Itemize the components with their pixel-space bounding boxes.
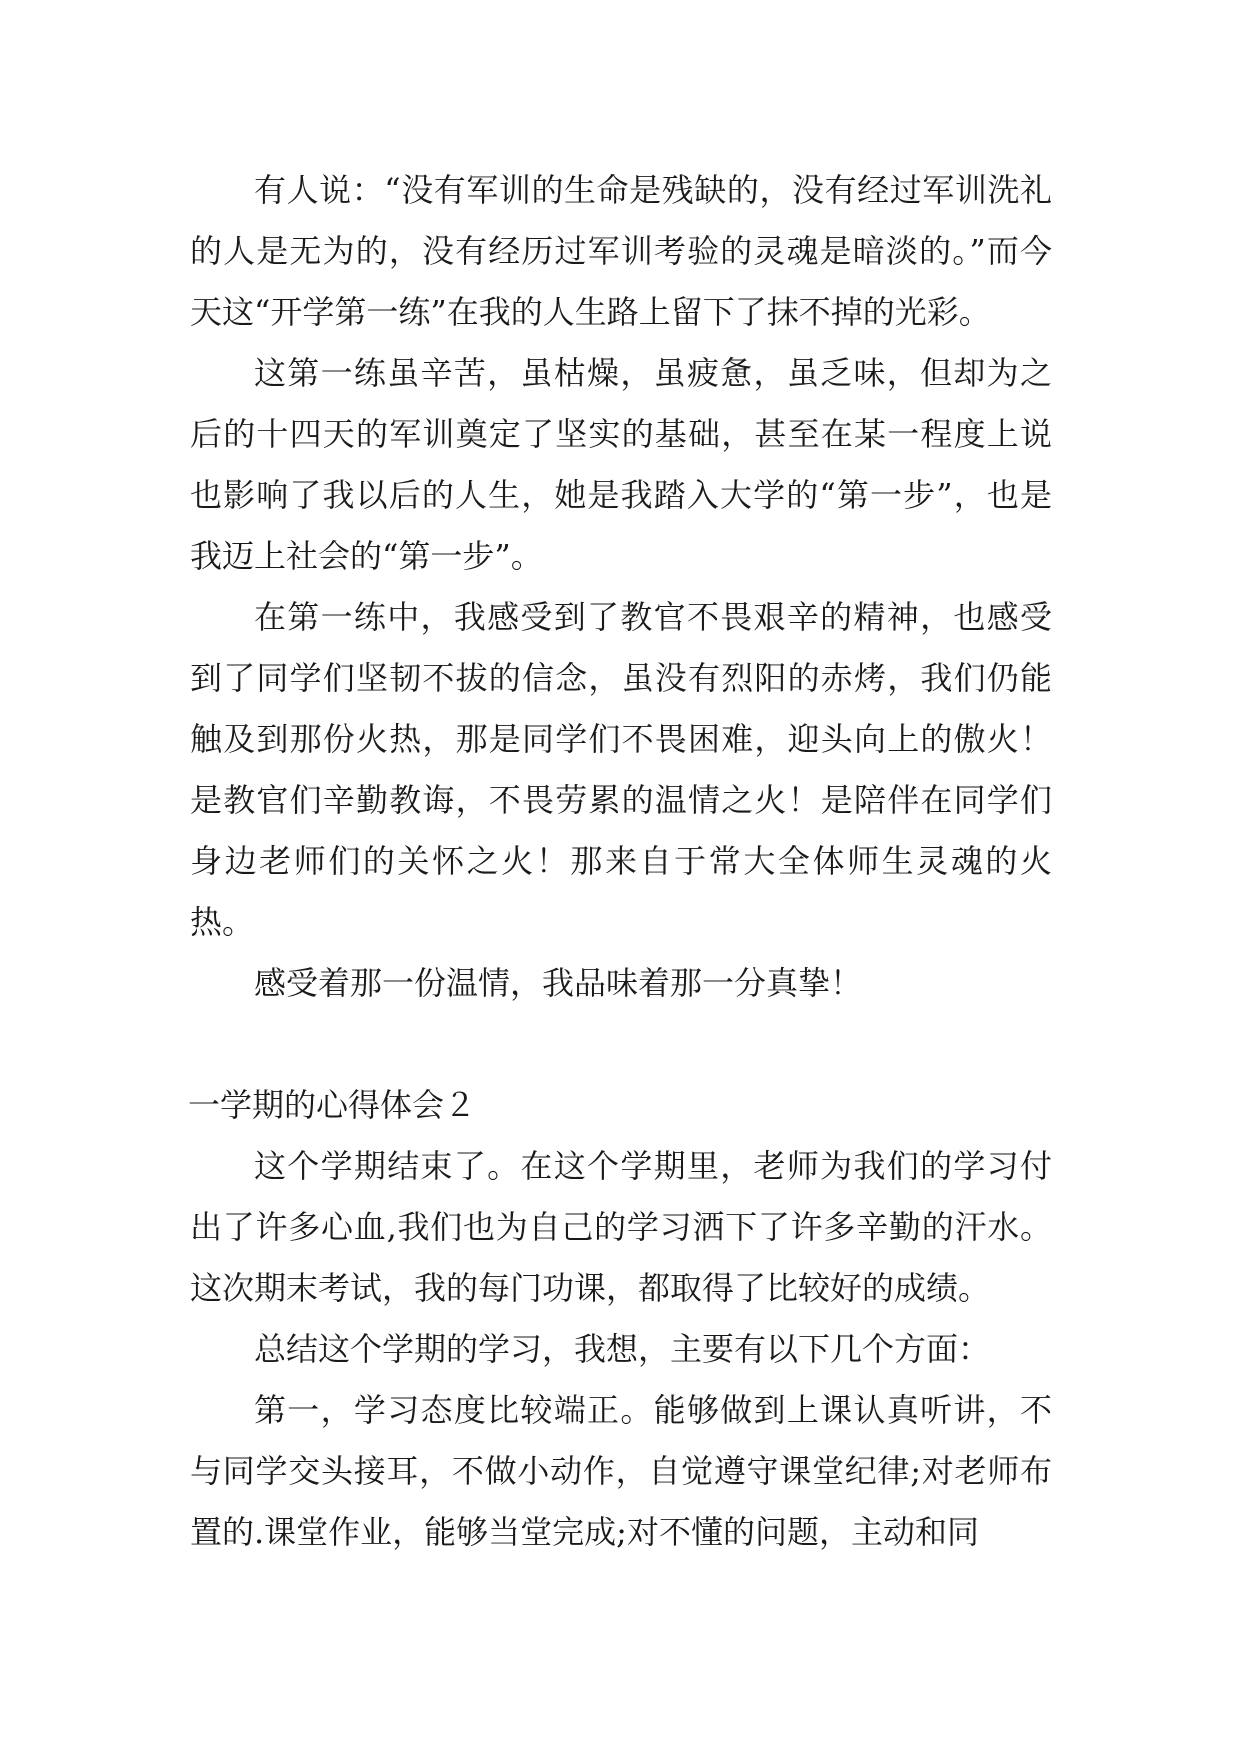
document-body [190,160,1052,1563]
paragraph-military-training-quote: 有人说：“没有军训的生命是残缺的，没有经过军训洗礼的人是无为的，没有经历过军训考验的灵魂是暗淡的。”而今天这“开学第一练”在我的人生路上留下了抹不掉的光彩。 [190,171,1052,331]
paragraph-semester-ended: 这个学期结束了。在这个学期里，老师为我们的学习付出了许多心血,我们也为自己的学习洒下了许多辛勤的汗水。这次期末考试，我的每门功课，都取得了比较好的成绩。 [190,1147,1052,1307]
paragraph-instructors-spirit: 在第一练中，我感受到了教官不畏艰辛的精神，也感受到了同学们坚韧不拔的信念，虽没有烈阳的赤烤，我们仍能触及到那份火热，那是同学们不畏困难，迎头向上的傲火！是教官们辛勤教诲，不畏劳累的温情之火！是陪伴在同学们身边老师们的关怀之火！那来自于常大全体师生灵魂的火热。 [190,598,1052,941]
paragraph-first-training: 这第一练虽辛苦，虽枯燥，虽疲惫，虽乏味，但却为之后的十四天的军训奠定了坚实的基础，甚至在某一程度上说也影响了我以后的人生，她是我踏入大学的“第一步”，也是我迈上社会的“第一步”。 [190,354,1052,575]
paragraph-warmth: 感受着那一份温情，我品味着那一分真挚！ [254,964,863,1002]
paragraph-summary-intro: 总结这个学期的学习，我想，主要有以下几个方面： [254,1330,991,1368]
section-heading: 一学期的心得体会２ [188,1086,477,1124]
paragraph-study-attitude: 第一，学习态度比较端正。能够做到上课认真听讲，不与同学交头接耳，不做小动作，自觉遵守课堂纪律;对老师布置的.课堂作业，能够当堂完成;对不懂的问题，主动和同 [190,1391,1052,1551]
